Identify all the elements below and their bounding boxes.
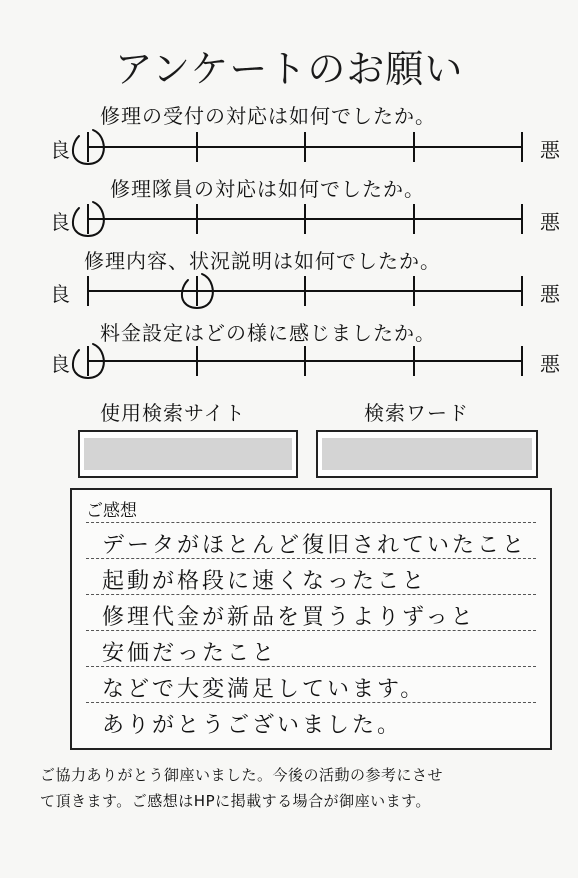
page-title: アンケートのお願い (114, 47, 464, 91)
scale-tick-1[interactable] (87, 276, 89, 306)
scale-tick-3[interactable] (304, 346, 306, 376)
scale-tick-5[interactable] (521, 346, 523, 376)
scale-tick-5[interactable] (521, 204, 523, 234)
selection-circle-mark (63, 194, 113, 244)
good-label: 良 (50, 282, 70, 306)
rating-scale-1[interactable] (50, 132, 560, 162)
redacted-value (84, 438, 292, 470)
question-4-text: 料金設定はどの様に感じましたか。 (100, 321, 436, 345)
search-word-field[interactable] (316, 430, 538, 478)
question-3-text: 修理内容、状況説明は如何でしたか。 (84, 249, 441, 273)
scale-tick-4[interactable] (413, 276, 415, 306)
footer-line-2: て頂きます。ご感想はHPに掲載する場合が御座います。 (40, 792, 431, 810)
scale-tick-2[interactable] (196, 204, 198, 234)
bad-label: 悪 (540, 138, 560, 162)
search-site-field[interactable] (78, 430, 298, 478)
scale-tick-3[interactable] (304, 132, 306, 162)
comment-line: 起動が格段に速くなったこと (102, 569, 428, 594)
good-label: 良 (50, 352, 70, 376)
rating-scale-2[interactable] (50, 204, 560, 234)
scale-tick-3[interactable] (304, 276, 306, 306)
comment-line: 安価だったこと (102, 641, 278, 666)
comments-box[interactable] (70, 488, 552, 750)
search-word-label: 検索ワード (364, 401, 469, 425)
rating-scale-4[interactable] (50, 346, 560, 376)
comment-line: データがほとんど復旧されていたこと (102, 533, 528, 558)
selection-circle-mark (63, 336, 113, 386)
search-site-label: 使用検索サイト (100, 401, 246, 425)
comment-line: 修理代金が新品を買うよりずっと (102, 605, 476, 630)
scale-tick-2[interactable] (196, 346, 198, 376)
scale-tick-4[interactable] (413, 204, 415, 234)
bad-label: 悪 (540, 352, 560, 376)
selection-circle-mark (172, 266, 222, 316)
bad-label: 悪 (540, 282, 560, 306)
ruled-line (86, 522, 536, 523)
redacted-value (322, 438, 532, 470)
scale-tick-4[interactable] (413, 132, 415, 162)
selection-circle-mark (63, 122, 113, 172)
scale-tick-3[interactable] (304, 204, 306, 234)
good-label: 良 (50, 138, 70, 162)
scale-tick-5[interactable] (521, 132, 523, 162)
comments-heading: ご感想 (86, 501, 137, 521)
comment-line: などで大変満足しています。 (102, 677, 426, 702)
scale-tick-4[interactable] (413, 346, 415, 376)
rating-scale-3[interactable] (50, 276, 560, 306)
scale-tick-2[interactable] (196, 132, 198, 162)
question-2-text: 修理隊員の対応は如何でしたか。 (110, 177, 425, 201)
bad-label: 悪 (540, 210, 560, 234)
question-1-text: 修理の受付の対応は如何でしたか。 (100, 104, 436, 128)
footer-line-1: ご協力ありがとう御座いました。今後の活動の参考にさせ (40, 766, 444, 784)
scale-tick-5[interactable] (521, 276, 523, 306)
comment-line: ありがとうございました。 (102, 713, 403, 738)
good-label: 良 (50, 210, 70, 234)
